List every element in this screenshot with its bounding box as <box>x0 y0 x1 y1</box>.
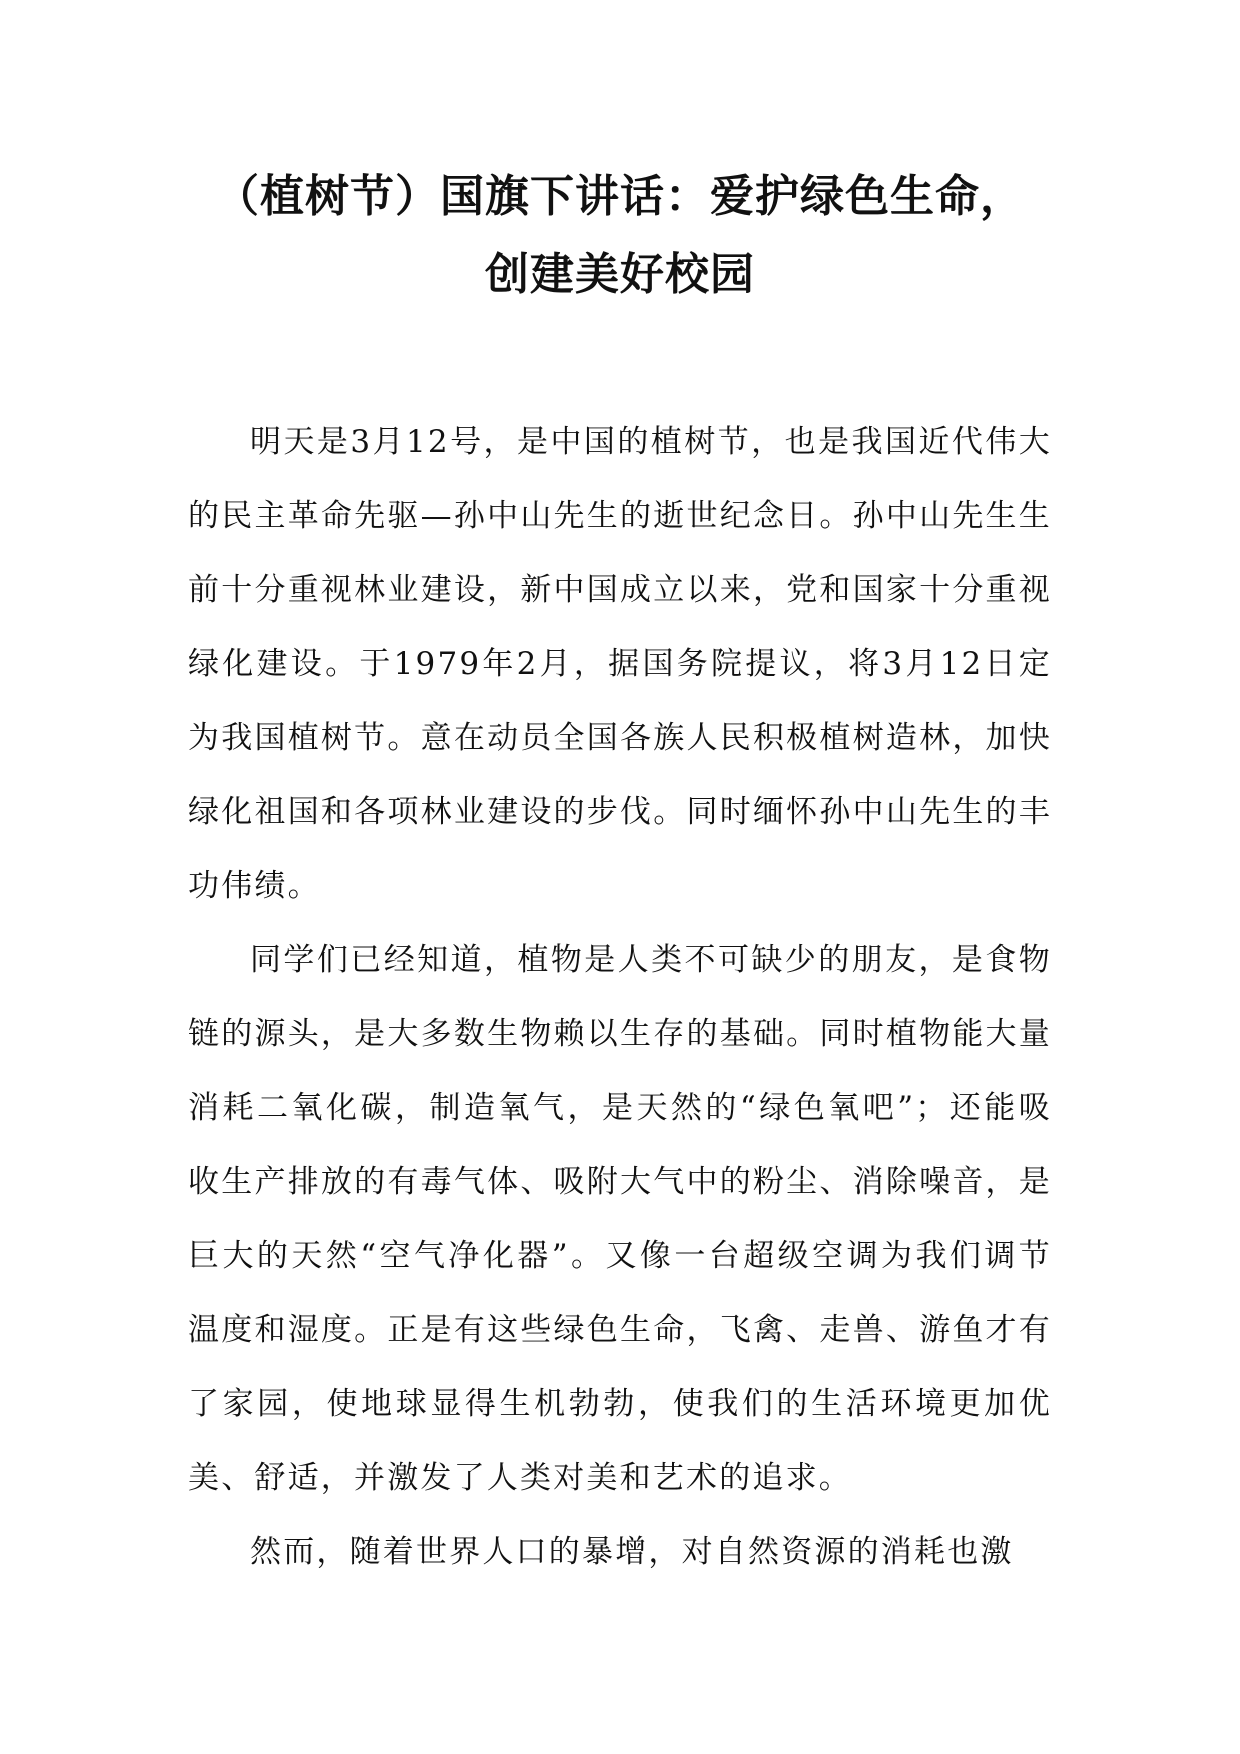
paragraph-1: 明天是3月12号，是中国的植树节，也是我国近代伟大的民主革命先驱—孙中山先生的逝世纪念日。孙中山先生生前十分重视林业建设，新中国成立以来，党和国家十分重视绿化建设。于1979年2月，据国务院提议，将3月12日定为我国植树节。意在动员全国各族人民积极植树造林，加快绿化祖国和各项林业建设的步伐。同时缅怀孙中山先生的丰功伟绩。 <box>188 424 1052 904</box>
document-body <box>188 405 1052 1589</box>
paragraph-2: 同学们已经知道，植物是人类不可缺少的朋友，是食物链的源头，是大多数生物赖以生存的基础。同时植物能大量消耗二氧化碳，制造氧气，是天然的“绿色氧吧”；还能吸收生产排放的有毒气体、吸附大气中的粉尘、消除噪音，是巨大的天然“空气净化器”。又像一台超级空调为我们调节温度和湿度。正是有这些绿色生命，飞禽、走兽、游鱼才有了家园，使地球显得生机勃勃，使我们的生活环境更加优美、舒适，并激发了人类对美和艺术的追求。 <box>188 942 1052 1496</box>
document-title <box>185 158 1055 314</box>
paragraph-3: 然而，随着世界人口的暴增，对自然资源的消耗也激 <box>250 1534 1014 1570</box>
title-line-2: 创建美好校园 <box>485 249 755 300</box>
title-line-1: （植树节）国旗下讲话：爱护绿色生命， <box>215 171 1025 222</box>
